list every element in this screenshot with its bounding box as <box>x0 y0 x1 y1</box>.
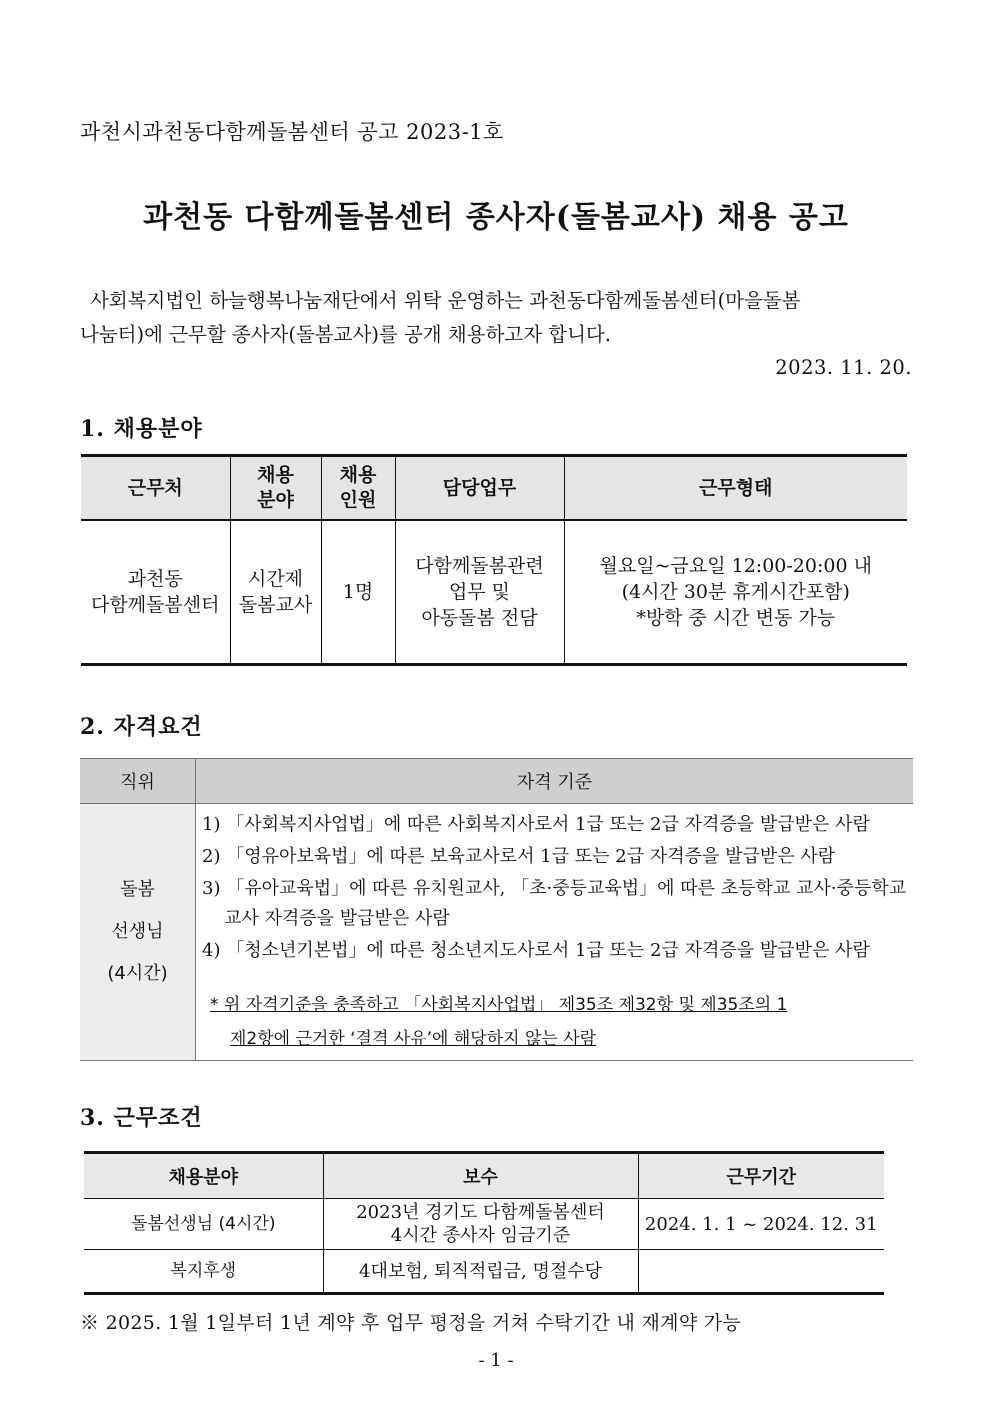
intro-line-1: 사회복지법인 하늘행복나눔재단에서 위탁 운영하는 과천동다함께돌봄센터(마을돌봄 <box>90 289 801 312</box>
header-field: 채용 분야 <box>230 456 321 521</box>
cell-pay: 2023년 경기도 다함께돌봄센터 4시간 종사자 임금기준 <box>323 1199 638 1250</box>
cell-work-type: 월요일~금요일 12:00-20:00 내 (4시간 30분 휴게시간포함) *방학 중 시간 변동 가능 <box>564 520 907 665</box>
table-row <box>81 520 907 665</box>
table-row <box>84 1199 884 1250</box>
intro-paragraph <box>80 284 912 352</box>
qualification-table <box>80 758 913 1061</box>
header-duty: 담당업무 <box>395 456 564 521</box>
cell-field: 돌봄선생님 (4시간) <box>84 1199 323 1250</box>
table-row <box>84 1250 884 1294</box>
table-row <box>80 804 913 1061</box>
header-pay: 보수 <box>323 1153 638 1199</box>
notice-date: 2023. 11. 20. <box>775 356 912 379</box>
contract-footnote: ※ 2025. 1월 1일부터 1년 계약 후 업무 평정을 거쳐 수탁기간 내 재계약 가능 <box>80 1312 742 1334</box>
table-header-row <box>80 759 913 804</box>
header-workplace: 근무처 <box>81 456 230 521</box>
section-heading-recruitment: 1. 채용분야 <box>80 416 203 442</box>
cell-workplace: 과천동 다함께돌봄센터 <box>81 520 230 665</box>
notice-number: 과천시과천동다함께돌봄센터 공고 2023-1호 <box>80 120 504 144</box>
disqualification-note: * 위 자격기준을 충족하고 「사회복지사업법」 제35조 제32항 및 제35조의 1 제2항에 근거한 ‘결격 사유’에 해당하지 않는 사람 <box>210 995 788 1049</box>
cell-position: 돌봄 선생님 (4시간) <box>80 804 196 1061</box>
cell-field: 복지후생 <box>84 1250 323 1294</box>
intro-line-2: 나눔터)에 근무할 종사자(돌봄교사)를 공개 채용하고자 합니다. <box>80 323 611 346</box>
page-title: 과천동 다함께돌봄센터 종사자(돌봄교사) 채용 공고 <box>143 200 849 235</box>
conditions-table <box>84 1151 884 1295</box>
header-position: 직위 <box>80 759 196 804</box>
cell-criteria <box>196 804 914 1061</box>
section-heading-qualifications: 2. 자격요건 <box>80 714 203 740</box>
cell-count: 1명 <box>321 520 395 665</box>
section-heading-conditions: 3. 근무조건 <box>80 1105 203 1131</box>
page-number: - 1 - <box>478 1350 514 1371</box>
criteria-item: 3) 「유아교육법」에 따른 유치원교사, 「초·중등교육법」에 따른 초등학교 교사·중등학교 교사 자격증을 발급받은 사람 <box>202 878 907 929</box>
header-period: 근무기간 <box>638 1153 884 1199</box>
header-criteria: 자격 기준 <box>196 759 914 804</box>
cell-field: 시간제 돌봄교사 <box>230 520 321 665</box>
header-field: 채용분야 <box>84 1153 323 1199</box>
cell-period: 2024. 1. 1 ~ 2024. 12. 31 <box>638 1199 884 1250</box>
criteria-item: 4) 「청소년기본법」에 따른 청소년지도사로서 1급 또는 2급 자격증을 발급받은 사람 <box>202 940 870 961</box>
recruitment-table <box>81 454 907 666</box>
cell-period <box>638 1250 884 1294</box>
table-header-row <box>84 1153 884 1199</box>
criteria-item: 2) 「영유아보육법」에 따른 보육교사로서 1급 또는 2급 자격증을 발급받은 사람 <box>202 846 836 867</box>
cell-duty: 다함께돌봄관련 업무 및 아동돌봄 전담 <box>395 520 564 665</box>
table-header-row <box>81 456 907 521</box>
criteria-item: 1) 「사회복지사업법」에 따른 사회복지사로서 1급 또는 2급 자격증을 발급받은 사람 <box>202 814 870 835</box>
header-work-type: 근무형태 <box>564 456 907 521</box>
cell-pay: 4대보험, 퇴직적립금, 명절수당 <box>323 1250 638 1294</box>
header-count: 채용 인원 <box>321 456 395 521</box>
